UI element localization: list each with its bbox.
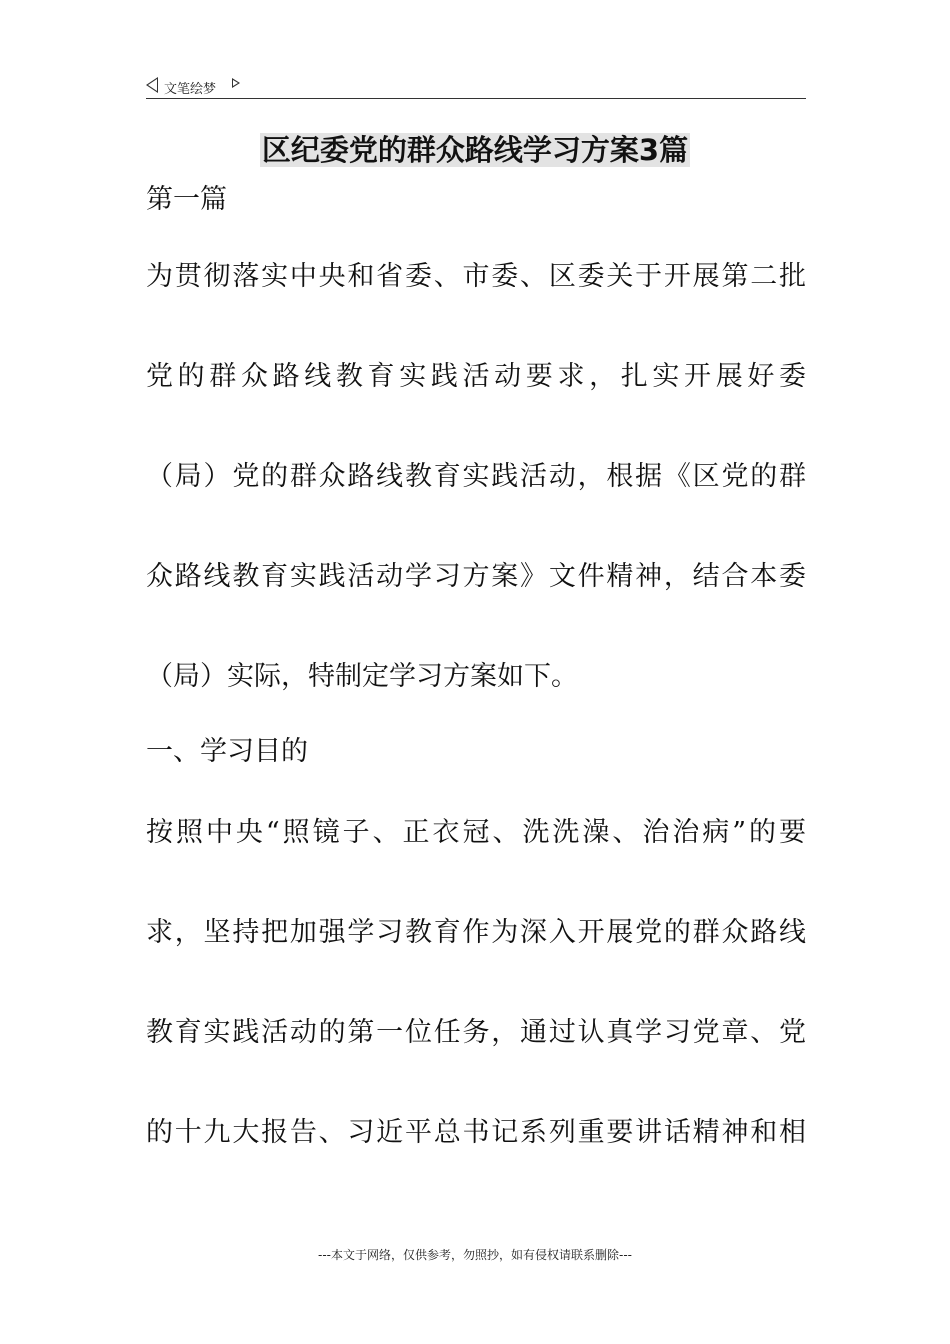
page-footer: ---本文于网络，仅供参考，勿照抄，如有侵权请联系删除---	[318, 1248, 632, 1262]
paragraph-line: （局）实际，特制定学习方案如下。	[146, 661, 578, 692]
paragraph-line: 党的群众路线教育实践活动要求，扎实开展好委	[146, 361, 806, 392]
document-title: 区纪委党的群众路线学习方案3篇	[261, 133, 689, 167]
section-heading: 第一篇	[146, 184, 227, 215]
paragraph-line: 的十九大报告、习近平总书记系列重要讲话精神和相	[146, 1117, 806, 1148]
header-brand: 文笔绘梦	[164, 82, 217, 97]
paragraph-line: 求，坚持把加强学习教育作为深入开展党的群众路线	[146, 917, 806, 948]
subheading: 一、学习目的	[146, 736, 308, 767]
triangle-right-icon	[232, 78, 240, 88]
paragraph-line: （局）党的群众路线教育实践活动，根据《区党的群	[146, 461, 806, 492]
paragraph-line: 教育实践活动的第一位任务，通过认真学习党章、党	[146, 1017, 806, 1048]
paragraph-line: 为贯彻落实中央和省委、市委、区委关于开展第二批	[146, 261, 806, 292]
paragraph-line: 按照中央“照镜子、正衣冠、洗洗澡、治治病”的要	[146, 817, 806, 848]
triangle-left-icon	[146, 77, 158, 93]
paragraph-line: 众路线教育实践活动学习方案》文件精神，结合本委	[146, 561, 806, 592]
page-header	[146, 74, 806, 99]
